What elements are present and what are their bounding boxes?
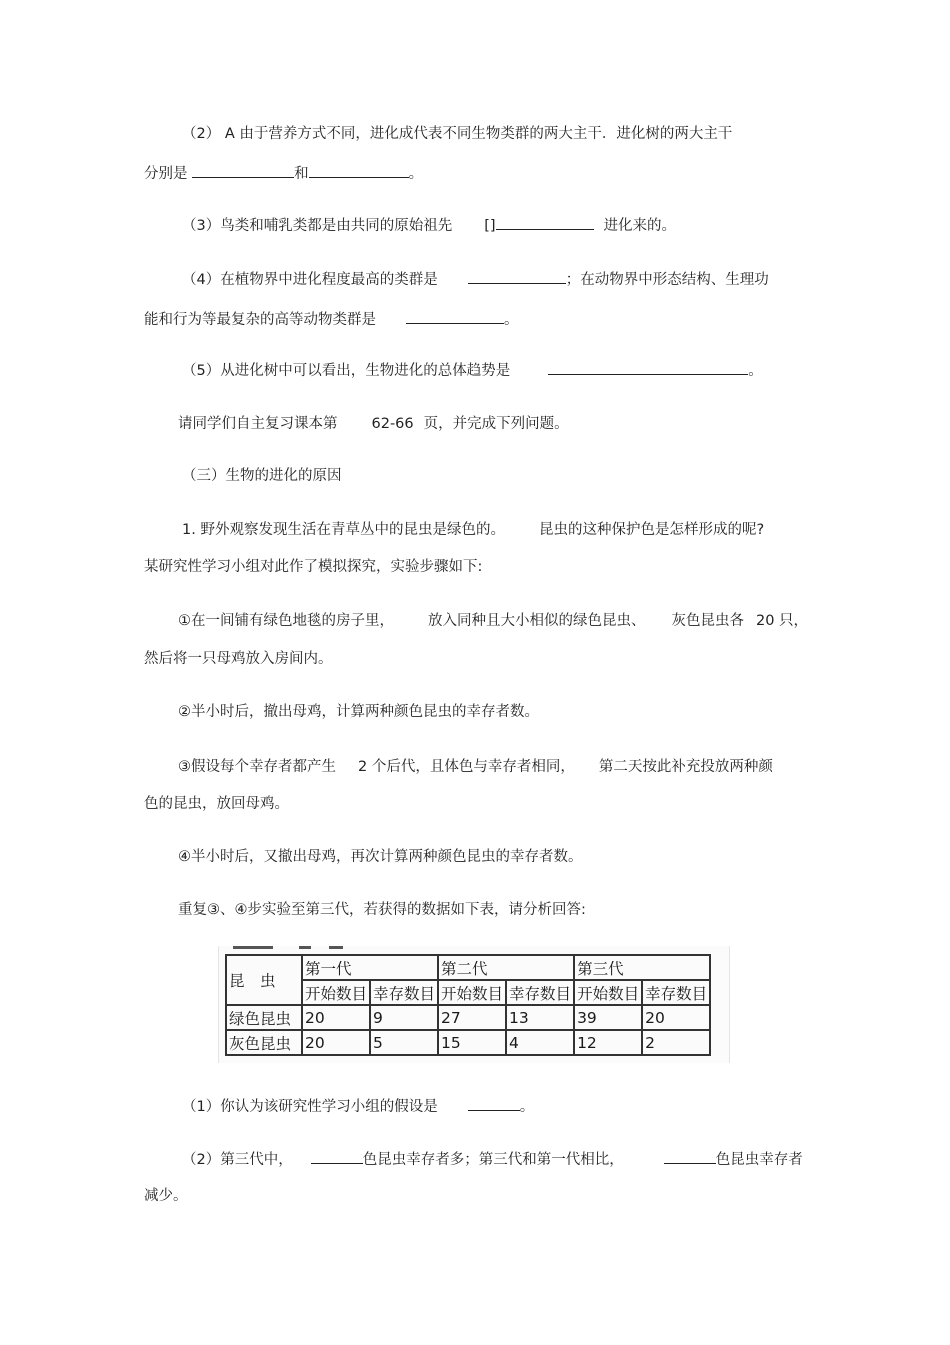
q2-text: 分别是 xyxy=(144,166,193,182)
cropped-top-edge xyxy=(219,946,729,949)
table-cell: 9 xyxy=(370,1005,438,1030)
subheader-survive: 幸存数目 xyxy=(370,980,438,1005)
blank-hypothesis[interactable] xyxy=(468,1096,520,1111)
answer2-text-c: 色昆虫幸存者 xyxy=(715,1152,803,1168)
step3-text-b: 2 个后代，且体色与幸存者相同， xyxy=(358,759,575,775)
header-generation-3: 第三代 xyxy=(574,955,710,980)
blank-animal-group[interactable] xyxy=(406,309,504,324)
q2-and: 和 xyxy=(294,166,309,182)
q5-text: （5）从进化树中可以看出，生物进化的总体趋势是 xyxy=(182,363,511,379)
answer1-end: 。 xyxy=(519,1099,535,1115)
blank-trend[interactable] xyxy=(548,360,748,375)
answer1-text: （1）你认为该研究性学习小组的假设是 xyxy=(182,1099,438,1115)
data-table-image xyxy=(218,946,730,1063)
answer1-line xyxy=(182,1096,534,1117)
step2-line: ②半小时后，撤出母鸡，计算两种颜色昆虫的幸存者数。 xyxy=(178,704,539,720)
table-cell: 39 xyxy=(574,1005,642,1030)
q4-end: 。 xyxy=(504,312,519,328)
step3-line-2: 色的昆虫，放回母鸡。 xyxy=(144,796,289,812)
blank-more-color[interactable] xyxy=(311,1149,363,1164)
item1-line-1 xyxy=(182,520,764,540)
blank-less-color[interactable] xyxy=(664,1149,716,1164)
blank-trunk-1[interactable] xyxy=(192,163,294,178)
step1-text-a: ①在一间铺有绿色地毯的房子里， xyxy=(178,613,394,629)
table-row xyxy=(226,1030,710,1055)
answer2-line-1 xyxy=(182,1149,803,1170)
header-generation-1: 第一代 xyxy=(302,955,438,980)
repeat-line: 重复③、④步实验至第三代，若获得的数据如下表，请分析回答: xyxy=(178,902,586,918)
table-cell: 20 xyxy=(302,1005,370,1030)
step1-text-c: 灰色昆虫各 xyxy=(671,613,744,629)
answer2-line-2: 减少。 xyxy=(144,1188,188,1204)
q5-line xyxy=(182,360,763,381)
table-cell: 20 xyxy=(302,1030,370,1055)
q2-line-2 xyxy=(144,163,423,184)
section-heading: （三）生物的进化的原因 xyxy=(182,468,342,484)
blank-ancestor[interactable] xyxy=(496,215,594,230)
step3-line-1 xyxy=(178,757,773,777)
review-end: 页，并完成下列问题。 xyxy=(423,416,569,432)
table-cell: 4 xyxy=(506,1030,574,1055)
q4-line-1 xyxy=(182,269,769,290)
q2-line-1: （2） A 由于营养方式不同，进化成代表不同生物类群的两大主干．进化树的两大主干 xyxy=(182,126,733,142)
step1-text-d: 20 只， xyxy=(756,613,809,629)
q4-text-2: ；在动物界中形态结构、生理功 xyxy=(565,272,769,288)
step1-line-2: 然后将一只母鸡放入房间内。 xyxy=(144,651,333,667)
review-text: 请同学们自主复习课本第 xyxy=(178,416,338,432)
blank-trunk-2[interactable] xyxy=(309,163,409,178)
review-line xyxy=(178,414,569,434)
subheader-survive: 幸存数目 xyxy=(642,980,710,1005)
q4-text-3: 能和行为等最复杂的高等动物类群是 xyxy=(144,312,376,328)
item1-question: 昆虫的这种保护色是怎样形成的呢? xyxy=(538,522,765,538)
table-cell: 15 xyxy=(438,1030,506,1055)
subheader-start: 开始数目 xyxy=(302,980,370,1005)
item1-text: 1. 野外观察发现生活在青草丛中的昆虫是绿色的。 xyxy=(182,522,505,538)
blank-plant-group[interactable] xyxy=(468,269,566,284)
table-cell: 27 xyxy=(438,1005,506,1030)
table-row xyxy=(226,1005,710,1030)
step3-text-c: 第二天按此补充投放两种颜 xyxy=(598,759,773,775)
q3-text: （3）鸟类和哺乳类都是由共同的原始祖先 xyxy=(182,218,453,234)
header-generation-2: 第二代 xyxy=(438,955,574,980)
table-cell: 5 xyxy=(370,1030,438,1055)
table-cell: 2 xyxy=(642,1030,710,1055)
answer2-text-a: （2）第三代中， xyxy=(182,1152,293,1168)
subheader-start: 开始数目 xyxy=(574,980,642,1005)
table-corner-cell: 昆 虫 xyxy=(226,955,302,1005)
q2-end: 。 xyxy=(408,166,424,182)
q4-text: （4）在植物界中进化程度最高的类群是 xyxy=(182,272,438,288)
q3-bracket: [] xyxy=(484,218,496,234)
step4-line: ④半小时后，又撤出母鸡，再次计算两种颜色昆虫的幸存者数。 xyxy=(178,849,583,865)
q4-line-2 xyxy=(144,309,519,330)
q5-end: 。 xyxy=(748,363,763,379)
table-cell: 20 xyxy=(642,1005,710,1030)
item1-line-2: 某研究性学习小组对此作了模拟探究，实验步骤如下: xyxy=(144,559,483,575)
subheader-start: 开始数目 xyxy=(438,980,506,1005)
table-cell: 12 xyxy=(574,1030,642,1055)
q3-line xyxy=(182,215,676,236)
answer2-text-b: 色昆虫幸存者多；第三代和第一代相比， xyxy=(362,1152,624,1168)
review-pages: 62-66 xyxy=(371,416,414,432)
step3-text-a: ③假设每个幸存者都产生 xyxy=(178,759,336,775)
step1-text-b: 放入同种且大小相似的绿色昆虫、 xyxy=(428,613,646,629)
table-cell: 13 xyxy=(506,1005,574,1030)
row-label-gray: 灰色昆虫 xyxy=(226,1030,302,1055)
step1-line-1 xyxy=(178,611,808,631)
q3-end: 进化来的。 xyxy=(603,218,677,234)
subheader-survive: 幸存数目 xyxy=(506,980,574,1005)
row-label-green: 绿色昆虫 xyxy=(226,1005,302,1030)
insect-data-table xyxy=(225,954,711,1056)
